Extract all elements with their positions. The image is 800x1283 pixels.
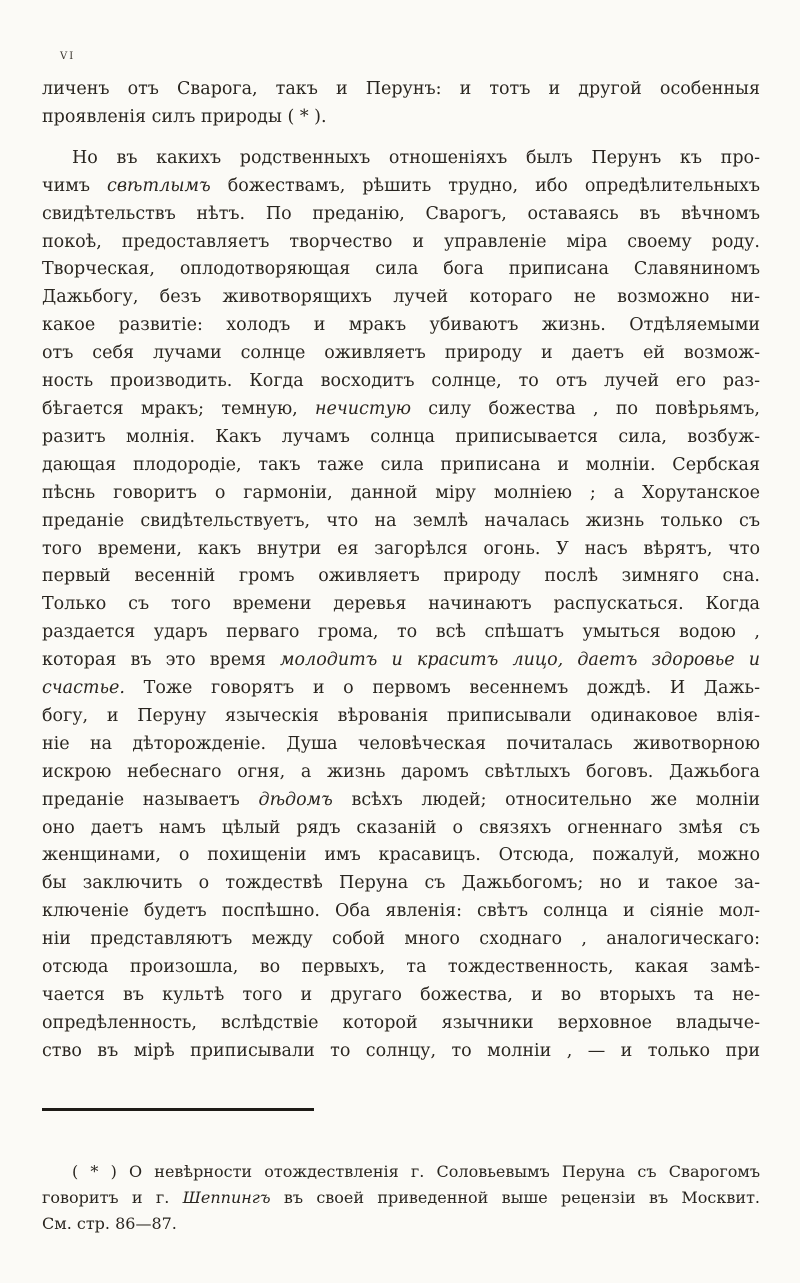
text-line bbox=[42, 787, 760, 815]
page-number: vi bbox=[60, 47, 76, 63]
text-run: Тоже говорятъ и о первомъ весеннемъ дождѣ. И Дажь- bbox=[124, 678, 760, 699]
text-line bbox=[42, 926, 760, 954]
text-line bbox=[42, 954, 760, 982]
text-line bbox=[42, 1010, 760, 1038]
text-line bbox=[42, 508, 760, 536]
text-run: божествамъ, рѣшить трудно, ибо опредѣлительныхъ bbox=[210, 175, 761, 196]
text-run: преданіе называетъ bbox=[42, 789, 259, 810]
text-run: Творческая, оплодотворяющая сила бога приписана Славяниномъ bbox=[42, 259, 760, 280]
text-line bbox=[42, 480, 760, 508]
text-line bbox=[42, 284, 760, 312]
text-line bbox=[42, 424, 760, 452]
text-line bbox=[42, 340, 760, 368]
text-run: См. стр. 86—87. bbox=[42, 1213, 177, 1233]
text-run: какое развитіе: холодъ и мракъ убиваютъ жизнь. Отдѣляемыми bbox=[42, 315, 760, 336]
text-run: говоритъ и г. bbox=[42, 1187, 183, 1207]
text-line bbox=[42, 173, 760, 201]
text-run: ніе на дѣторожденіе. Душа человѣческая почиталась животворною bbox=[42, 733, 760, 754]
text-line bbox=[42, 201, 760, 229]
text-line bbox=[42, 1185, 760, 1211]
text-run: бѣгается мракъ; темную, bbox=[42, 398, 316, 419]
italic-text: нечистую bbox=[315, 398, 412, 419]
text-run: преданіе свидѣтельствуетъ, что на землѣ началась жизнь только съ bbox=[42, 510, 760, 531]
text-run: силу божества , по повѣрьямъ, bbox=[411, 398, 760, 419]
text-run: чимъ bbox=[42, 175, 108, 196]
text-line bbox=[42, 815, 760, 843]
text-line bbox=[42, 145, 760, 173]
text-line bbox=[42, 591, 760, 619]
text-line bbox=[42, 536, 760, 564]
text-line bbox=[42, 76, 760, 104]
text-run: Дажьбогу, безъ животворящихъ лучей котораго не возможно ни- bbox=[42, 287, 760, 308]
footnote-divider bbox=[42, 1108, 314, 1111]
text-run: ключеніе будетъ поспѣшно. Оба явленія: свѣтъ солнца и сіяніе мол- bbox=[42, 901, 760, 922]
text-line bbox=[42, 731, 760, 759]
text-line bbox=[42, 647, 760, 675]
text-run: отсюда произошла, во первыхъ, та тождественность, какая замѣ- bbox=[42, 957, 760, 978]
text-run: бы заключить о тождествѣ Перуна съ Дажьбогомъ; но и такое за- bbox=[42, 873, 760, 894]
text-run: опредѣленность, вслѣдствіе которой язычники верховное владыче- bbox=[42, 1012, 760, 1033]
text-line bbox=[42, 104, 760, 132]
text-line bbox=[42, 842, 760, 870]
text-run: которая въ это время bbox=[42, 650, 280, 671]
italic-text: свѣтлымъ bbox=[107, 175, 211, 196]
text-line bbox=[42, 229, 760, 257]
text-run: всѣхъ людей; относительно же молніи bbox=[332, 789, 760, 810]
text-line bbox=[42, 312, 760, 340]
text-line bbox=[42, 1038, 760, 1066]
text-line bbox=[42, 368, 760, 396]
italic-text: Шеппингъ bbox=[182, 1187, 271, 1207]
text-run: того времени, какъ внутри ея загорѣлся огонь. У насъ вѣрятъ, что bbox=[42, 538, 760, 559]
text-run: отъ себя лучами солнце оживляетъ природу и даетъ ей возмож- bbox=[42, 343, 760, 364]
text-line bbox=[42, 563, 760, 591]
text-run: ніи представляютъ между собой много сходнаго , аналогическаго: bbox=[42, 929, 760, 950]
text-line bbox=[42, 898, 760, 926]
text-run: раздается ударъ перваго грома, то всѣ спѣшатъ умыться водою , bbox=[42, 622, 760, 643]
text-run: богу, и Перуну языческія вѣрованія приписывали одинаковое влія- bbox=[42, 705, 760, 726]
text-line bbox=[42, 619, 760, 647]
text-line bbox=[42, 452, 760, 480]
text-run: покоѣ, предоставляетъ творчество и управленіе міра своему роду. bbox=[42, 231, 760, 252]
body-text bbox=[42, 76, 760, 1066]
text-run: ство въ мірѣ приписывали то солнцу, то молніи , — и только при bbox=[42, 1040, 760, 1061]
text-line bbox=[42, 1159, 760, 1185]
text-run: пѣснь говоритъ о гармоніи, данной міру молніею ; а Хорутанское bbox=[42, 482, 760, 503]
text-run: дающая плодородіе, такъ таже сила приписана и молніи. Сербская bbox=[42, 454, 760, 475]
paragraph bbox=[42, 1159, 760, 1237]
text-run: искрою небеснаго огня, а жизнь даромъ свѣтлыхъ боговъ. Дажьбога bbox=[42, 761, 760, 782]
text-run: ( * ) О невѣрности отождествленія г. Соловьевымъ Перуна съ Сварогомъ bbox=[72, 1161, 760, 1181]
text-run: личенъ отъ Сварога, такъ и Перунъ: и тотъ и другой особенныя bbox=[42, 79, 760, 99]
text-line bbox=[42, 870, 760, 898]
text-run: ность производить. Когда восходитъ солнце, то отъ лучей его раз- bbox=[42, 371, 760, 392]
text-line bbox=[42, 759, 760, 787]
text-run: оно даетъ намъ цѣлый рядъ сказаній о связяхъ огненнаго змѣя съ bbox=[42, 817, 760, 838]
italic-text: счастье. bbox=[42, 678, 125, 699]
text-run: проявленія силъ природы ( * ). bbox=[42, 106, 327, 127]
text-line bbox=[42, 396, 760, 424]
text-run: женщинами, о похищеніи имъ красавицъ. Отсюда, пожалуй, можно bbox=[42, 845, 760, 866]
text-line bbox=[42, 1211, 760, 1237]
paragraph bbox=[42, 76, 760, 132]
text-run: первый весенній громъ оживляетъ природу послѣ зимняго сна. bbox=[42, 566, 760, 587]
text-line bbox=[42, 703, 760, 731]
text-line bbox=[42, 675, 760, 703]
text-run: въ своей приведенной выше рецензіи въ Москвит. bbox=[270, 1187, 761, 1207]
italic-text: молодитъ и краситъ лицо, даетъ здоровье и bbox=[280, 650, 760, 671]
italic-text: дѣдомъ bbox=[258, 789, 333, 810]
paragraph bbox=[42, 145, 760, 1066]
text-run: Только съ того времени деревья начинаютъ распускаться. Когда bbox=[42, 594, 760, 615]
text-run: чается въ культѣ того и другаго божества, и во вторыхъ та не- bbox=[42, 985, 760, 1005]
text-run: разитъ молнія. Какъ лучамъ солнца приписывается сила, возбуж- bbox=[42, 426, 760, 447]
text-line bbox=[42, 256, 760, 284]
text-run: Но въ какихъ родственныхъ отношеніяхъ былъ Перунъ къ про- bbox=[72, 147, 760, 168]
footnote-text bbox=[42, 1159, 760, 1237]
text-run: свидѣтельствъ нѣтъ. По преданію, Сварогъ, оставаясь въ вѣчномъ bbox=[42, 203, 760, 224]
text-line bbox=[42, 982, 760, 1010]
